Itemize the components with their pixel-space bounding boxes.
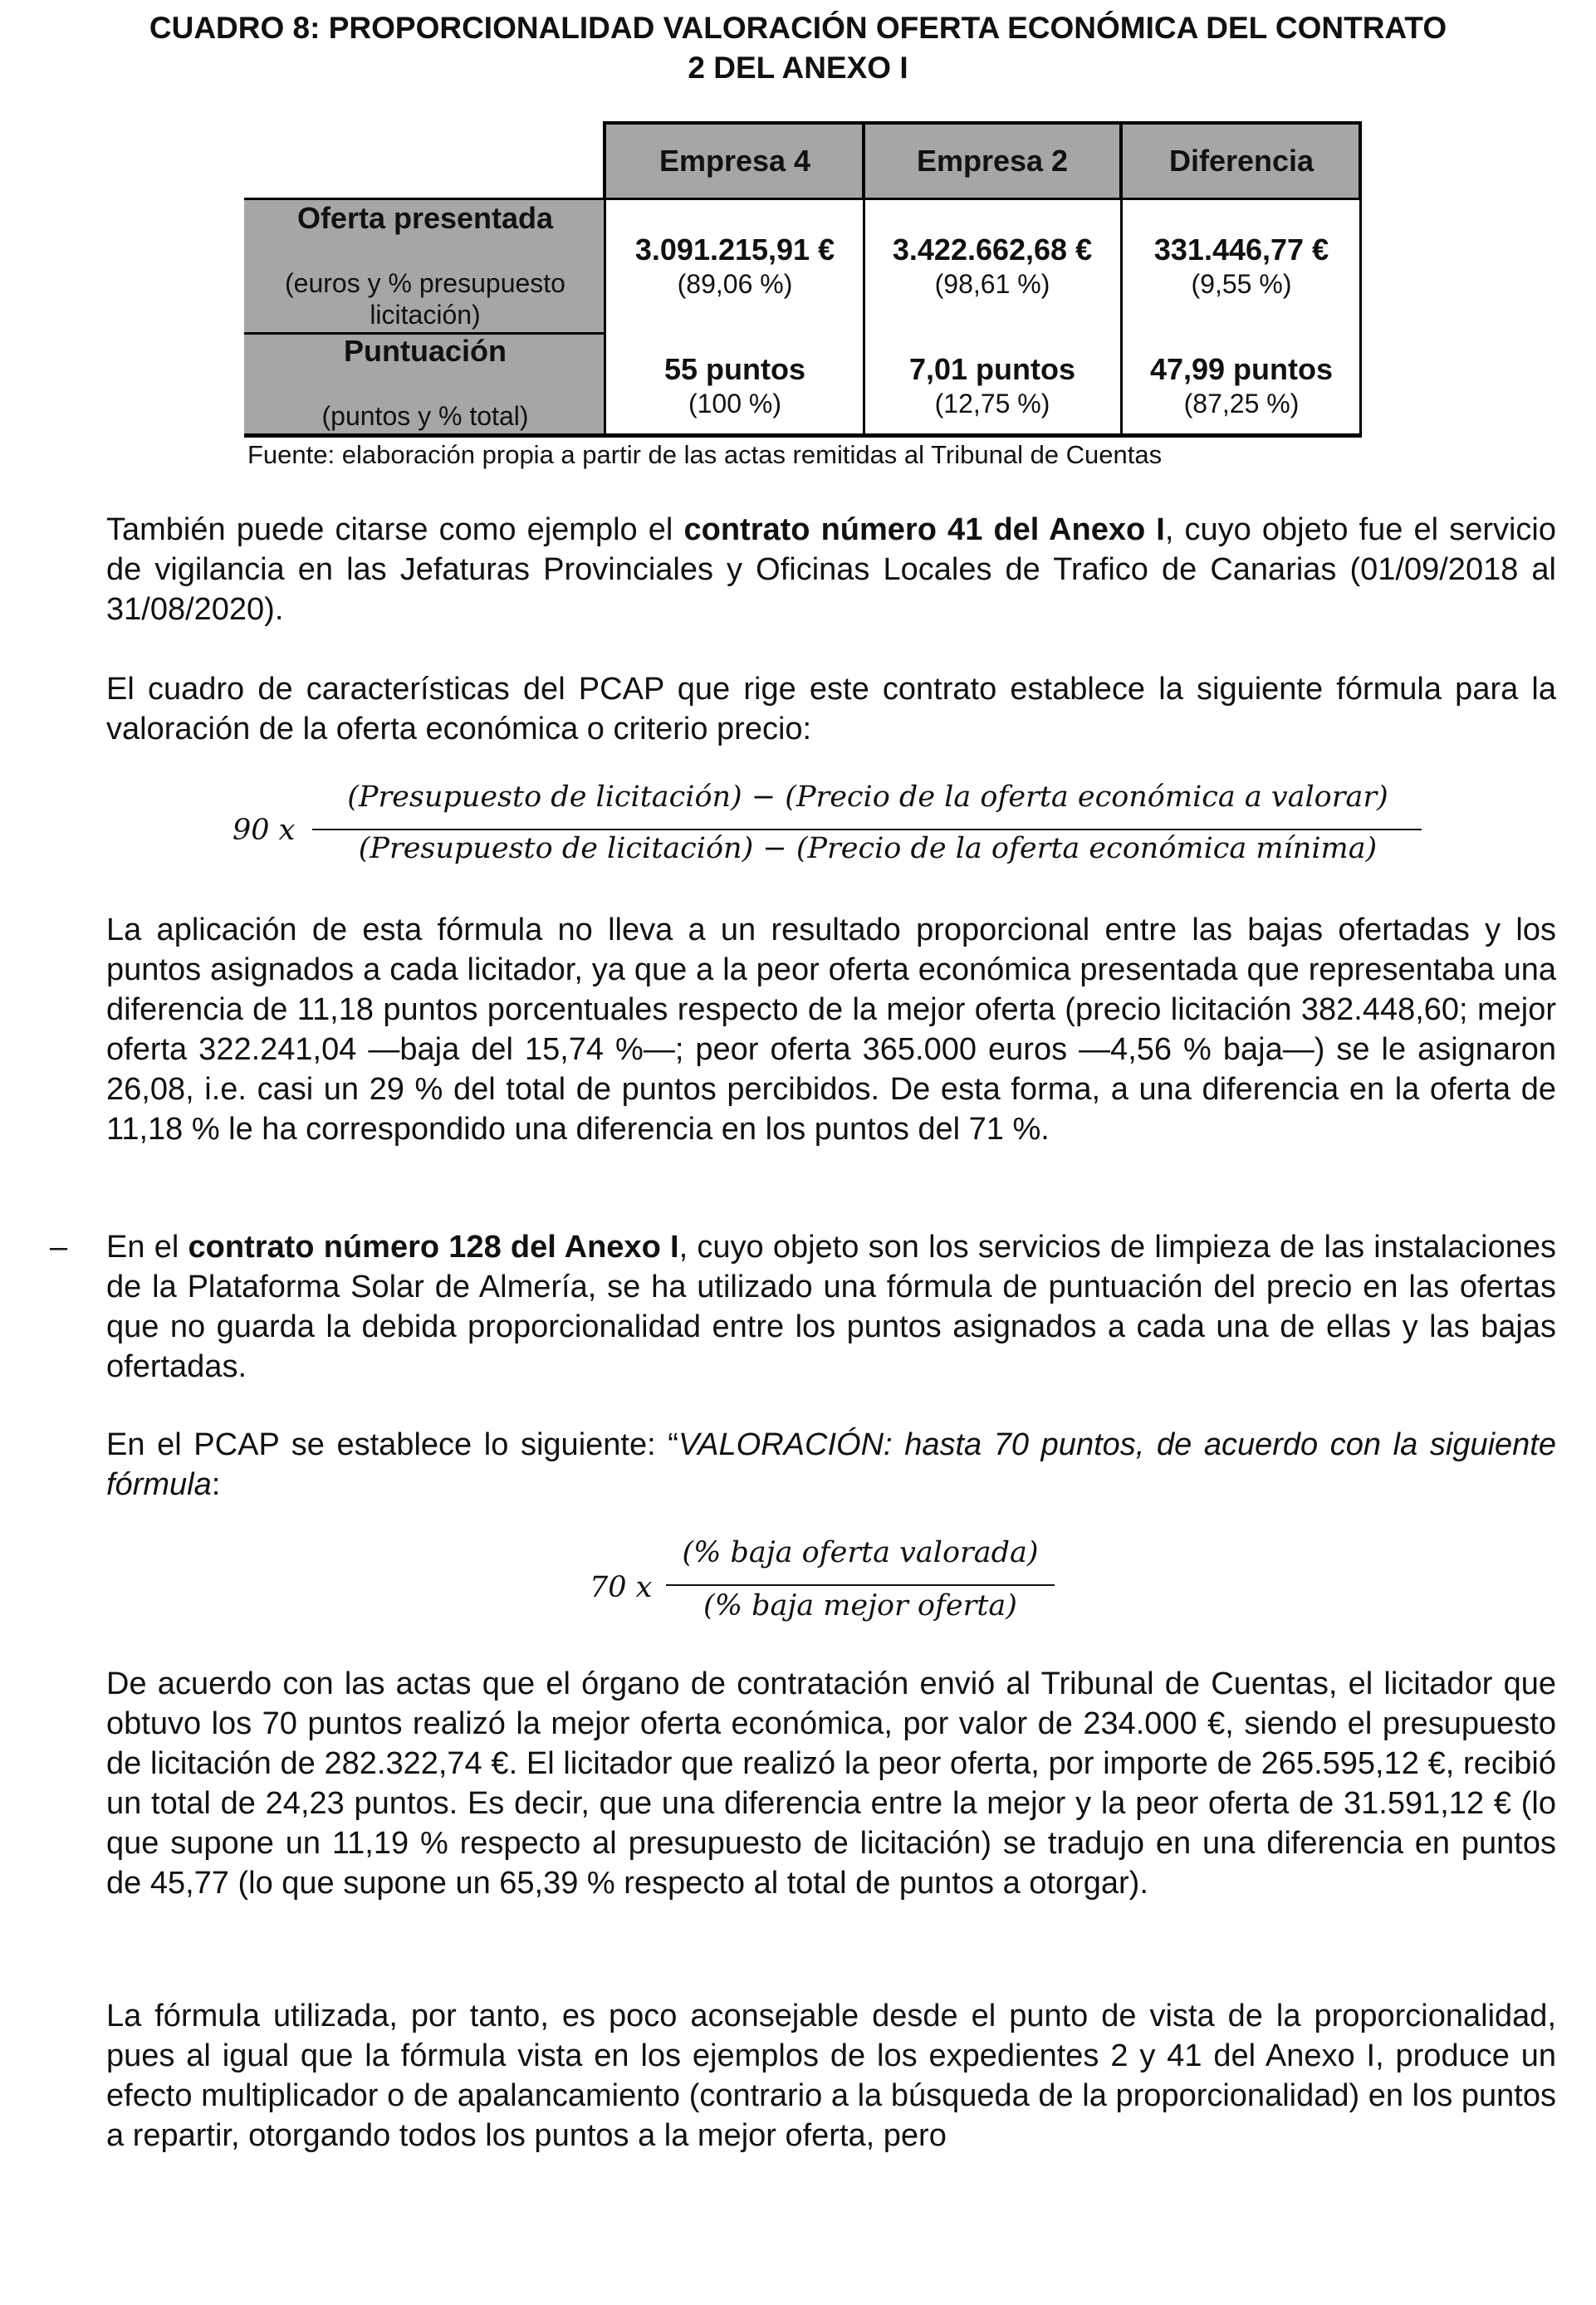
formula-90-numerator: (Presupuesto de licitación) − (Precio de la oferta económica a valorar) bbox=[347, 781, 1388, 814]
cell-oferta-pct-diferencia: (9,55 %) bbox=[1191, 269, 1292, 299]
cell-puntuacion-diferencia: 47,99 puntos bbox=[1149, 352, 1334, 386]
formula-70-denominator: (% baja mejor oferta) bbox=[703, 1589, 1017, 1622]
row-label-oferta: Oferta presentada bbox=[296, 201, 554, 235]
row-sublabel-oferta-1: (euros y % presupuesto bbox=[285, 268, 565, 298]
cell-puntuacion-pct-empresa-4: (100 %) bbox=[688, 389, 782, 418]
cell-puntuacion-pct-diferencia: (87,25 %) bbox=[1183, 389, 1300, 418]
formula-90-coefficient: 90 x bbox=[233, 814, 296, 847]
column-header-empresa-4: Empresa 4 bbox=[606, 121, 864, 198]
formula-70 bbox=[590, 1536, 1071, 1636]
formula-90-fraction-bar bbox=[312, 829, 1422, 830]
cell-oferta-pct-empresa-4: (89,06 %) bbox=[677, 269, 793, 299]
cell-oferta-diferencia: 331.446,77 € bbox=[1153, 232, 1329, 267]
formula-90-denominator: (Presupuesto de licitación) − (Precio de la oferta económica mínima) bbox=[358, 832, 1378, 865]
formula-70-numerator: (% baja oferta valorada) bbox=[682, 1536, 1039, 1569]
table-title-line-2: 2 DEL ANEXO I bbox=[688, 51, 908, 85]
paragraph-pcap-valoracion: En el PCAP se establece lo siguiente: “VALORACIÓN: hasta 70 puntos, de acuerdo con la siguiente fórmula: bbox=[106, 1427, 1556, 1502]
pcap-quote: VALORACIÓN: hasta 70 puntos, de acuerdo con la siguiente fórmula bbox=[106, 1427, 1556, 1502]
paragraph-actas-tribunal: De acuerdo con las actas que el órgano de contratación envió al Tribunal de Cuentas, el licitador que obtuvo los 70 puntos realizó la mejor oferta económica, por valor de 234.000 €, siendo el presupuesto de licitación de 282.322,74 €. El licitador que realizó la peor oferta, por importe de 265.595,12 €, recibió un total de 24,23 puntos. Es decir, que una diferencia entre la mejor y la peor oferta de 31.591,12 € (lo que supone un 11,19 % respecto al presupuesto de licitación) se tradujo en una diferencia en puntos de 45,77 (lo que supone un 65,39 % respecto al total de puntos a otorgar). bbox=[106, 1666, 1556, 1901]
cell-puntuacion-empresa-4: 55 puntos bbox=[663, 352, 805, 386]
table-title-line-1: CUADRO 8: PROPORCIONALIDAD VALORACIÓN OFERTA ECONÓMICA DEL CONTRATO bbox=[149, 11, 1447, 45]
row-label-puntuacion: Puntuación bbox=[344, 334, 507, 368]
paragraph-contrato-41: También puede citarse como ejemplo el contrato número 41 del Anexo I, cuyo objeto fue el servicio de vigilancia en las Jefaturas Provinciales y Oficinas Locales de Trafico de Canarias (01/09/2018 al 31/08/2020). bbox=[106, 512, 1556, 627]
cell-puntuacion-empresa-2: 7,01 puntos bbox=[908, 352, 1076, 386]
formula-70-coefficient: 70 x bbox=[590, 1571, 653, 1604]
row-sublabel-oferta-2: licitación) bbox=[370, 300, 481, 330]
list-bullet-dash: – bbox=[50, 1230, 68, 1265]
formula-90 bbox=[233, 781, 1428, 880]
paragraph-contrato-128: En el contrato número 128 del Anexo I, cuyo objeto son los servicios de limpieza de las instalaciones de la Plataforma Solar de Almería, se ha utilizado una fórmula de puntuación del precio en las ofertas que no guarda la debida proporcionalidad entre los puntos asignados a cada una de ellas y las bajas ofertadas. bbox=[106, 1230, 1556, 1384]
table-title bbox=[50, 8, 1546, 88]
column-header-diferencia: Diferencia bbox=[1121, 121, 1362, 198]
row-sublabel-puntuacion: (puntos y % total) bbox=[321, 401, 529, 431]
paragraph-aplicacion-formula: La aplicación de esta fórmula no lleva a un resultado proporcional entre las bajas ofertadas y los puntos asignados a cada licitador, ya que a la peor oferta económica presentada que representaba una diferencia de 11,18 puntos porcentuales respecto de la mejor oferta (precio licitación 382.448,60; mejor oferta 322.241,04 —baja del 15,74 %—; peor oferta 365.000 euros —4,56 % baja—) se le asignaron 26,08, i.e. casi un 29 % del total de puntos percibidos. De esta forma, a una diferencia en la oferta de 11,18 % le ha correspondido una diferencia en los puntos del 71 %. bbox=[106, 913, 1556, 1147]
formula-70-fraction-bar bbox=[666, 1584, 1055, 1586]
paragraph-formula-conclusion: La fórmula utilizada, por tanto, es poco aconsejable desde el punto de vista de la proporcionalidad, pues al igual que la fórmula vista en los ejemplos de los expedientes 2 y 41 del Anexo I, produce un efecto multiplicador o de apalancamiento (contrario a la búsqueda de la proporcionalidad) en los puntos a repartir, otorgando todos los puntos a la mejor oferta, pero bbox=[106, 1999, 1556, 2153]
table-source-note: Fuente: elaboración propia a partir de las actas remitidas al Tribunal de Cuentas bbox=[247, 440, 1163, 469]
contrato-128-reference: contrato número 128 del Anexo I bbox=[188, 1230, 679, 1265]
cell-puntuacion-pct-empresa-2: (12,75 %) bbox=[934, 389, 1050, 418]
contrato-41-reference: contrato número 41 del Anexo I bbox=[683, 512, 1165, 547]
cell-oferta-empresa-2: 3.422.662,68 € bbox=[892, 232, 1093, 267]
paragraph-cuadro-caracteristicas: El cuadro de características del PCAP que rige este contrato establece la siguiente fórmula para la valoración de la oferta económica o criterio precio: bbox=[106, 672, 1556, 746]
column-header-empresa-2: Empresa 2 bbox=[864, 121, 1121, 198]
cell-oferta-empresa-4: 3.091.215,91 € bbox=[634, 232, 835, 267]
cell-oferta-pct-empresa-2: (98,61 %) bbox=[934, 269, 1050, 299]
